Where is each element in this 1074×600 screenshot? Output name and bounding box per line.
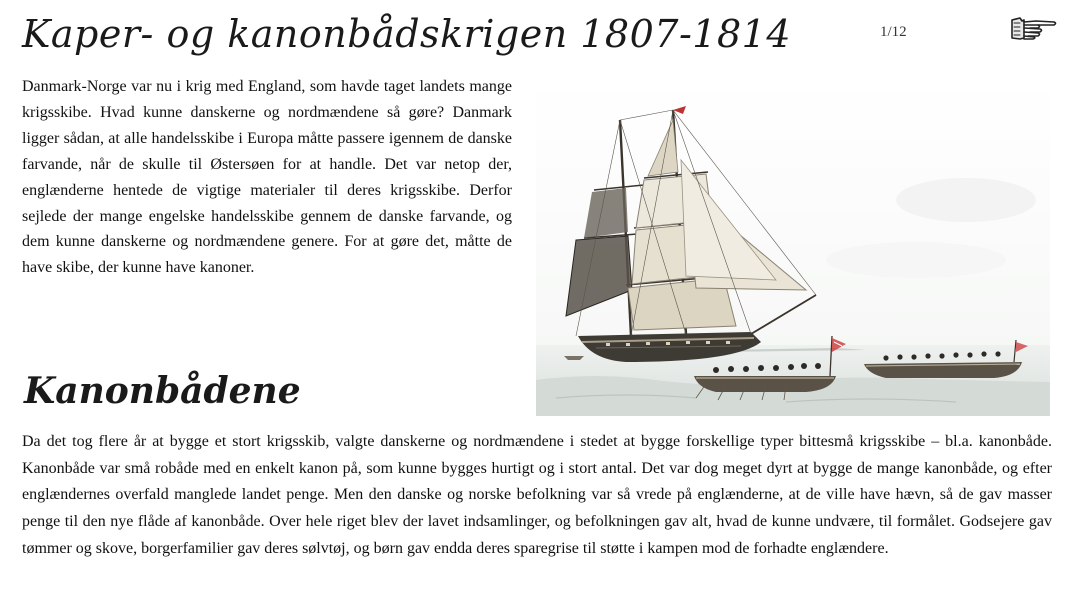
section-paragraph: Da det tog flere år at bygge et stort krigsskib, valgte danskerne og nordmændene i stedet at bygge forskellige typer bittesmå krigsskibe – bl.a. kanonbåde. Kanonbåde var små robåde med en enkelt kanon på, som kunne bygges hurtigt og i stort antal. Det var dog meget dyrt at bygge de mange kanonbåde, og efter englændernes overfald manglede landet penge. Men den danske og norske befolkning var så vrede på englænderne, at de ville have hævn, så de gav masser penge til den nye flåde af kanonbåde. Over hele riget blev der lavet indsamlinger, og befolkningen gav alt, hvad de kunne undvære, til formålet. Godsejere gav tømmer og skove, borgerfamilier gav deres sølvtøj, og børn gav endda deres sparegrise til støtte i kampen mod de forhadte englændere. [22,433,1052,557]
page-title: Kaper- og kanonbådskrigen 1807-1814 [22,12,792,56]
intro-paragraph: Danmark-Norge var nu i krig med England, som havde taget landets mange krigsskibe. Hvad kunne danskerne og nordmændene så gøre? Danmark ligger sådan, at alle handelsskibe i Europa måtte passere igennem de danske farvande, når de skulle til Østersøen for at handle. Det var netop der, englænderne hentede de vigtige materialer til deres krigsskibe. Derfor sejlede der mange engelske handelsskibe gennem de danske farvande, og dem kunne danskerne og nordmændene genere. For at gøre det, måtte de have skibe, der kunne have kanoner. [22,78,512,277]
section-heading: Kanonbådene [24,370,301,412]
pointing-hand-icon[interactable] [1010,12,1058,46]
ship-illustration [536,80,1050,416]
page-indicator: 1/12 [880,24,907,40]
